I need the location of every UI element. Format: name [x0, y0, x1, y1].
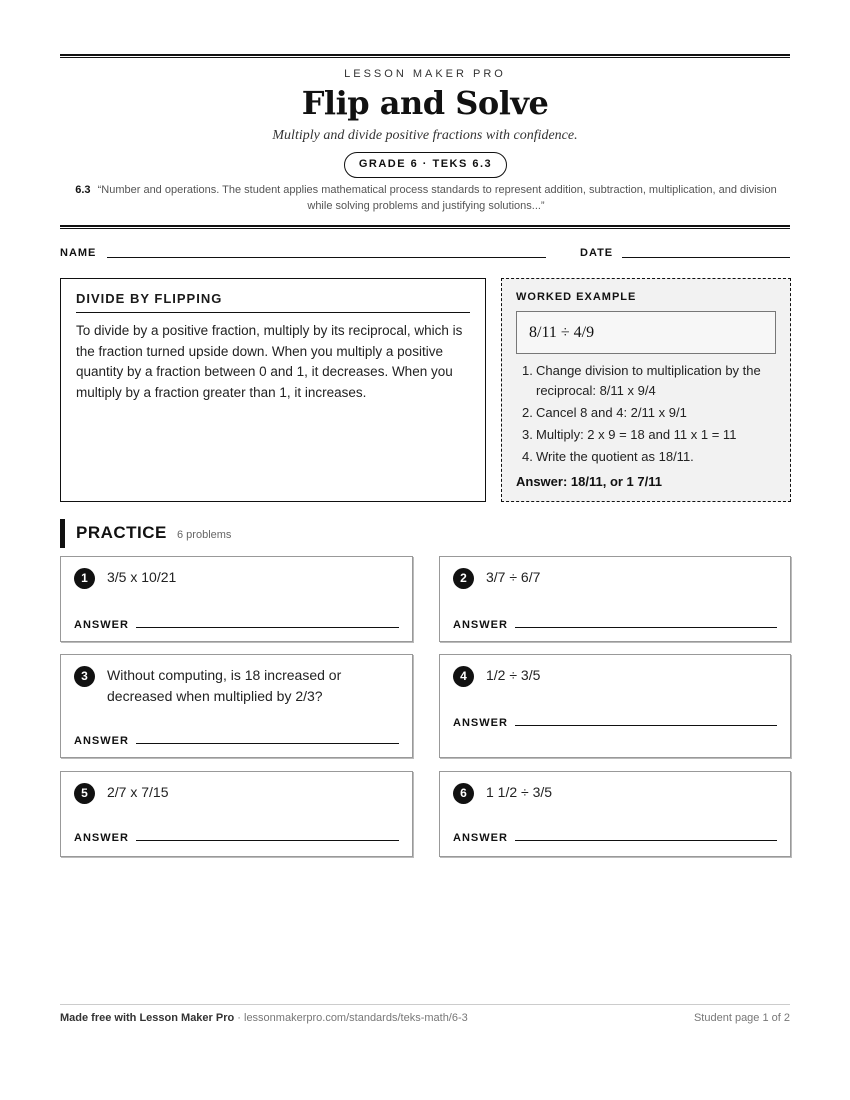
page-subtitle: Multiply and divide positive fractions with confidence. — [272, 128, 578, 143]
answer-label: ANSWER — [453, 832, 508, 844]
worked-example-step: 3. Multiply: 2 x 9 = 18 and 11 x 1 = 11 — [522, 427, 737, 442]
footer-separator: · — [234, 1012, 244, 1024]
date-field[interactable] — [622, 257, 790, 258]
answer-field[interactable] — [136, 840, 399, 841]
worked-example-box — [501, 278, 791, 502]
problem-number-badge: 6 — [453, 783, 474, 804]
page-title: Flip and Solve — [301, 84, 549, 122]
problem-card-4 — [439, 654, 791, 758]
standard-code: 6.3 — [75, 184, 91, 196]
header-bottom-rule — [60, 225, 790, 229]
standard-description — [66, 182, 786, 214]
footer-attribution — [60, 1012, 468, 1024]
problem-text: 3/5 x 10/21 — [107, 569, 177, 585]
name-field[interactable] — [107, 257, 546, 258]
standard-text: “Number and operations. The student applies mathematical process standards to represent addition, subtraction, multiplication, and division while solving problems and justifying solutions...” — [97, 184, 777, 212]
footer-url[interactable]: lessonmakerpro.com/standards/teks-math/6-3 — [244, 1012, 468, 1024]
answer-field[interactable] — [515, 627, 777, 628]
answer-label: ANSWER — [453, 717, 508, 729]
problem-card-2 — [439, 556, 791, 642]
answer-field[interactable] — [136, 743, 399, 744]
problem-card-5 — [60, 771, 413, 857]
date-label: DATE — [580, 247, 614, 259]
worked-example-step: 1. Change division to multiplication by the reciprocal: 8/11 x 9/4 — [522, 363, 761, 398]
problem-text: 1 1/2 ÷ 3/5 — [486, 784, 553, 800]
problem-number-badge: 1 — [74, 568, 95, 589]
problem-number-badge: 2 — [453, 568, 474, 589]
answer-field[interactable] — [136, 627, 399, 628]
answer-label: ANSWER — [74, 619, 129, 631]
problem-card-6 — [439, 771, 791, 857]
header-top-rule — [60, 54, 790, 58]
problem-text: 1/2 ÷ 3/5 — [486, 667, 541, 683]
answer-label: ANSWER — [74, 735, 129, 747]
name-label: NAME — [60, 247, 97, 259]
problem-number-badge: 5 — [74, 783, 95, 804]
worked-example-step: 2. Cancel 8 and 4: 2/11 x 9/1 — [522, 405, 687, 420]
problem-text: Without computing, is 18 increased or decreased when multiplied by 2/3? — [107, 667, 342, 704]
answer-field[interactable] — [515, 725, 777, 726]
problem-text: 2/7 x 7/15 — [107, 784, 169, 800]
grade-badge: GRADE 6 · TEKS 6.3 — [344, 152, 507, 178]
practice-heading: PRACTICE — [76, 523, 167, 542]
problem-number-badge: 4 — [453, 666, 474, 687]
concept-box — [60, 278, 486, 502]
problem-number-badge: 3 — [74, 666, 95, 687]
concept-heading: DIVIDE BY FLIPPING — [76, 291, 470, 313]
footer-rule — [60, 1004, 790, 1005]
answer-label: ANSWER — [74, 832, 129, 844]
footer-page-number: Student page 1 of 2 — [693, 1012, 790, 1024]
brand-name: LESSON MAKER PRO — [344, 68, 506, 80]
footer-made-with: Made free with Lesson Maker Pro — [60, 1012, 235, 1024]
worked-example-step: 4. Write the quotient as 18/11. — [522, 449, 694, 464]
worked-example-heading: WORKED EXAMPLE — [516, 291, 637, 303]
problem-card-1 — [60, 556, 413, 642]
worked-example-problem: 8/11 ÷ 4/9 — [516, 311, 776, 354]
worked-example-steps — [516, 361, 776, 467]
answer-label: ANSWER — [453, 619, 508, 631]
problem-card-3 — [60, 654, 413, 758]
problem-text: 3/7 ÷ 6/7 — [486, 569, 541, 585]
practice-count: 6 problems — [177, 529, 232, 541]
answer-field[interactable] — [515, 840, 777, 841]
worked-example-answer: Answer: 18/11, or 1 7/11 — [516, 474, 662, 489]
concept-body: To divide by a positive fraction, multiply by its reciprocal, which is the fraction turned upside down. When you multiply a positive quantity by a fraction between 0 and 1, it decreases. When you multiply by a fraction greater than 1, it increases. — [76, 323, 463, 400]
practice-accent-bar — [60, 519, 65, 548]
